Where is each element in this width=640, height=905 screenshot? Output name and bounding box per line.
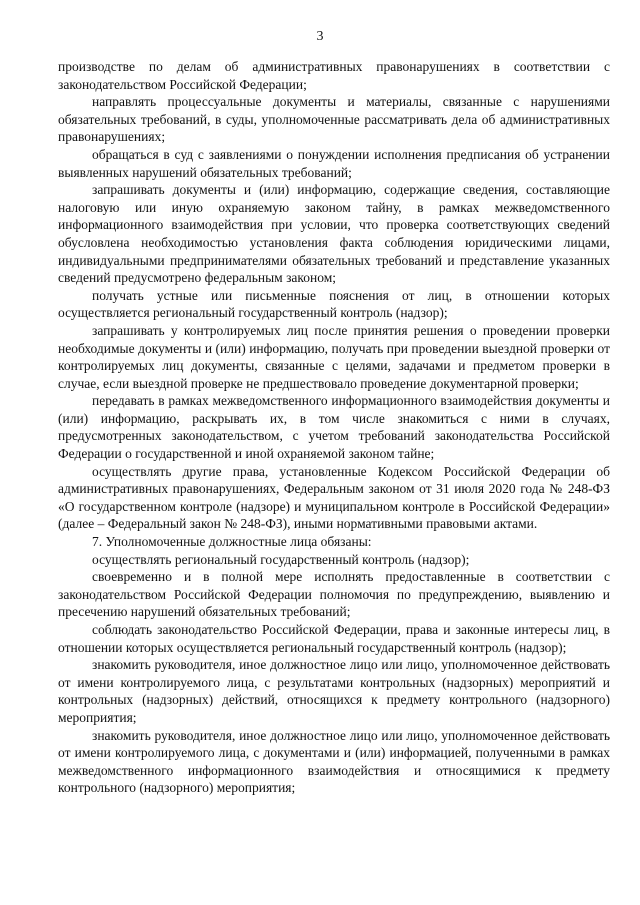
paragraph: получать устные или письменные пояснения от лиц, в отношении которых осуществляется региональный государственный контроль (надзор);	[58, 287, 610, 321]
paragraph: направлять процессуальные документы и материалы, связанные с нарушениями обязательных требований, в суды, уполномоченные рассматривать дела об административных правонарушениях;	[58, 94, 610, 145]
document-body	[58, 58, 610, 797]
paragraph: производстве по делам об административных правонарушениях в соответствии с законодательством Российской Федерации;	[58, 59, 610, 92]
page-number: 3	[316, 29, 324, 44]
paragraph: знакомить руководителя, иное должностное лицо или лицо, уполномоченное действовать от имени контролируемого лица, с результатами контрольных (надзорных) мероприятий и контрольных (надзорных) действий, относящихся к предмету контрольного (надзорного) мероприятия;	[58, 657, 610, 725]
paragraph: передавать в рамках межведомственного информационного взаимодействия документы и (или) информацию, раскрывать их, в том числе знакомиться с ними в случаях, предусмотренных законодательством, с учетом требований законодательства Российской Федерации о государственной и иной охраняемой законом тайне;	[58, 393, 610, 462]
paragraph: запрашивать у контролируемых лиц после принятия решения о проведении проверки необходимые документы и (или) информацию, получать при проведении выездной проверки от контролируемых лиц документы, связанные с целями, задачами и предметом проверки в случае, если выездной проверке не предшествовало проведение документарной проверки;	[58, 322, 610, 391]
paragraph: обращаться в суд с заявлениями о понуждении исполнения предписания об устранении выявленных нарушений обязательных требований;	[58, 146, 610, 180]
paragraph: соблюдать законодательство Российской Федерации, права и законные интересы лиц, в отношении которых осуществляется региональный государственный контроль (надзор);	[58, 622, 610, 655]
paragraph: осуществлять другие права, установленные Кодексом Российской Федерации об административных правонарушениях, Федеральным законом от 31 июля 2020 года № 248-ФЗ «О государственном контроле (надзоре) и муниципальном контроле в Российской Федерации» (далее – Федеральный закон № 248-ФЗ), иными нормативными правовыми актами.	[58, 463, 610, 532]
paragraph: знакомить руководителя, иное должностное лицо или лицо, уполномоченное действовать от имени контролируемого лица, с документами и (или) информацией, полученными в рамках межведомственного информационного взаимодействия и относящимися к предмету контрольного (надзорного) мероприятия;	[58, 727, 610, 796]
paragraph: осуществлять региональный государственный контроль (надзор);	[92, 551, 470, 567]
section-heading: 7. Уполномоченные должностные лица обязаны:	[92, 534, 372, 550]
paragraph: своевременно и в полной мере исполнять предоставленные в соответствии с законодательством Российской Федерации полномочия по предупреждению, выявлению и пресечению нарушений обязательных требований;	[58, 569, 610, 620]
paragraph: запрашивать документы и (или) информацию, содержащие сведения, составляющие налоговую или иную охраняемую законом тайну, в рамках межведомственного информационного взаимодействия при условии, что проверка соответствующих сведений обусловлена необходимостью установления факта соблюдения юридическими лицами, индивидуальными предпринимателями обязательных требований и представление указанных сведений предусмотрено федеральным законом;	[58, 182, 610, 286]
